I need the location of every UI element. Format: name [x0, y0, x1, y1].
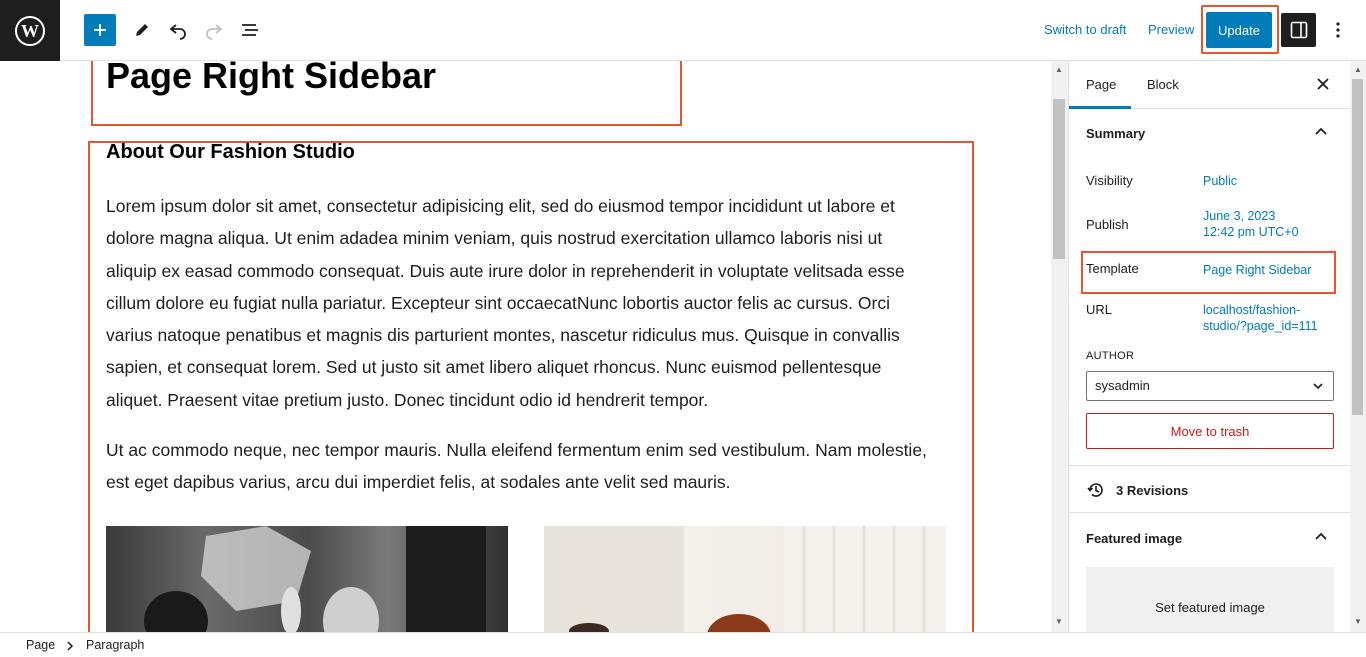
fashion-image-block[interactable]: [544, 526, 946, 632]
wordpress-logo-button[interactable]: [0, 0, 60, 61]
chevron-down-icon: [1311, 379, 1325, 393]
heading-block[interactable]: About Our Fashion Studio: [106, 141, 355, 163]
set-featured-image-button[interactable]: Set featured image: [1086, 567, 1334, 632]
paragraph-block[interactable]: Ut ac commodo neque, nec tempor mauris. Nulla eleifend fermentum enim sed vestibulum. Nam molestie, est eget dapibus varius, arcu dui imperdiet felis, at sodales ante velit sed mauris.: [106, 440, 927, 493]
chevron-up-icon[interactable]: [1313, 124, 1329, 140]
add-block-button[interactable]: [84, 14, 116, 46]
url-toggle[interactable]: [1203, 302, 1318, 334]
scroll-thumb[interactable]: [1053, 99, 1065, 259]
publish-date: June 3, 2023: [1203, 209, 1276, 223]
breadcrumb-paragraph[interactable]: Paragraph: [86, 638, 145, 652]
update-button[interactable]: Update: [1206, 12, 1272, 48]
breadcrumb-page[interactable]: Page: [26, 638, 56, 652]
scroll-down-icon[interactable]: ▼: [1055, 617, 1063, 626]
divider: [1069, 465, 1350, 466]
redo-button[interactable]: [198, 14, 230, 46]
close-icon: [1316, 77, 1330, 91]
history-icon: [1086, 480, 1106, 500]
revisions-label: 3 Revisions: [1116, 482, 1189, 498]
tools-button[interactable]: [126, 14, 158, 46]
studio-photo: [106, 526, 508, 632]
settings-sidebar: [1068, 61, 1350, 632]
visibility-label: Visibility: [1086, 173, 1133, 188]
redo-icon: [204, 20, 224, 40]
sidebar-scrollbar[interactable]: [1350, 61, 1366, 632]
document-overview-button[interactable]: [234, 14, 266, 46]
scroll-thumb[interactable]: [1352, 79, 1363, 415]
editor-header: [0, 0, 1366, 61]
url-line-2: studio/?page_id=111: [1203, 319, 1318, 333]
undo-button[interactable]: [162, 14, 194, 46]
publish-date-toggle[interactable]: [1203, 208, 1299, 240]
author-selected-value: sysadmin: [1095, 378, 1150, 393]
block-breadcrumb-bar: [0, 632, 1366, 657]
active-tab-indicator: [1069, 106, 1131, 109]
revisions-button[interactable]: [1086, 480, 1188, 500]
page-title[interactable]: Page Right Sidebar: [106, 61, 437, 96]
svg-text:W: W: [21, 20, 39, 41]
list-view-icon: [240, 20, 260, 40]
move-to-trash-button[interactable]: Move to trash: [1086, 413, 1334, 449]
editor-canvas: [0, 61, 1051, 632]
sidebar-icon: [1290, 21, 1308, 39]
plus-icon: [92, 22, 108, 38]
publish-label: Publish: [1086, 217, 1129, 232]
url-label: URL: [1086, 302, 1113, 317]
wordpress-logo-icon: [14, 15, 46, 47]
studio-image-block[interactable]: [106, 526, 508, 632]
preview-button[interactable]: Preview: [1148, 22, 1195, 37]
switch-to-draft-button[interactable]: Switch to draft: [1044, 22, 1127, 37]
publish-time: 12:42 pm UTC+0: [1203, 225, 1299, 239]
options-button[interactable]: [1326, 16, 1350, 44]
undo-icon: [168, 20, 188, 40]
paragraph-block[interactable]: Lorem ipsum dolor sit amet, consectetur adipisicing elit, sed do eiusmod tempor incididunt ut labore et dolore magna aliqua. Ut enim adadea minim veniam, quis nostrud exercitation ullamco laboris nisi ut aliquip ex easad commodo consequat. Duis aute irure dolor in reprehenderit in voluptate velitsada esse cillum dolore eu fugiat nulla pariatur. Excepteur sint occaecatNunc lobortis auctor felis ac cursus. Orci varius natoque penatibus et magnis dis parturient montes, nascetur ridiculus mus. Quisque in convallis sapien, et consequat lorem. Sed ut justo sit amet libero aliquet rhoncus. Nunc euismod pellentesque aliquet. Praesent vitae pretium justo. Donec tincidunt odio id hendrerit tempor.: [106, 196, 905, 410]
scroll-up-icon[interactable]: ▲: [1055, 65, 1063, 74]
scroll-up-icon[interactable]: ▲: [1354, 65, 1362, 74]
fashion-photo: [544, 526, 946, 632]
sidebar-tabs: [1069, 61, 1350, 109]
canvas-scrollbar[interactable]: [1051, 61, 1068, 632]
divider: [1069, 512, 1350, 513]
author-label: AUTHOR: [1086, 350, 1135, 362]
featured-image-panel-title[interactable]: Featured image: [1086, 531, 1183, 546]
title-highlight-box: [91, 61, 682, 126]
scroll-down-icon[interactable]: ▼: [1354, 617, 1362, 626]
chevron-up-icon[interactable]: [1313, 529, 1329, 545]
summary-panel-title[interactable]: Summary: [1086, 126, 1146, 141]
template-toggle[interactable]: Page Right Sidebar: [1203, 263, 1312, 277]
chevron-right-icon: [66, 641, 74, 651]
tab-page[interactable]: Page: [1086, 77, 1117, 92]
tab-block[interactable]: Block: [1147, 77, 1179, 92]
more-vertical-icon: [1336, 22, 1340, 38]
pencil-icon: [132, 20, 152, 40]
settings-toggle-button[interactable]: [1281, 13, 1316, 47]
visibility-toggle[interactable]: Public: [1203, 174, 1238, 188]
url-line-1: localhost/fashion-: [1203, 303, 1301, 317]
author-select[interactable]: [1086, 371, 1334, 401]
template-label: Template: [1086, 261, 1139, 276]
close-sidebar-button[interactable]: [1313, 73, 1333, 95]
